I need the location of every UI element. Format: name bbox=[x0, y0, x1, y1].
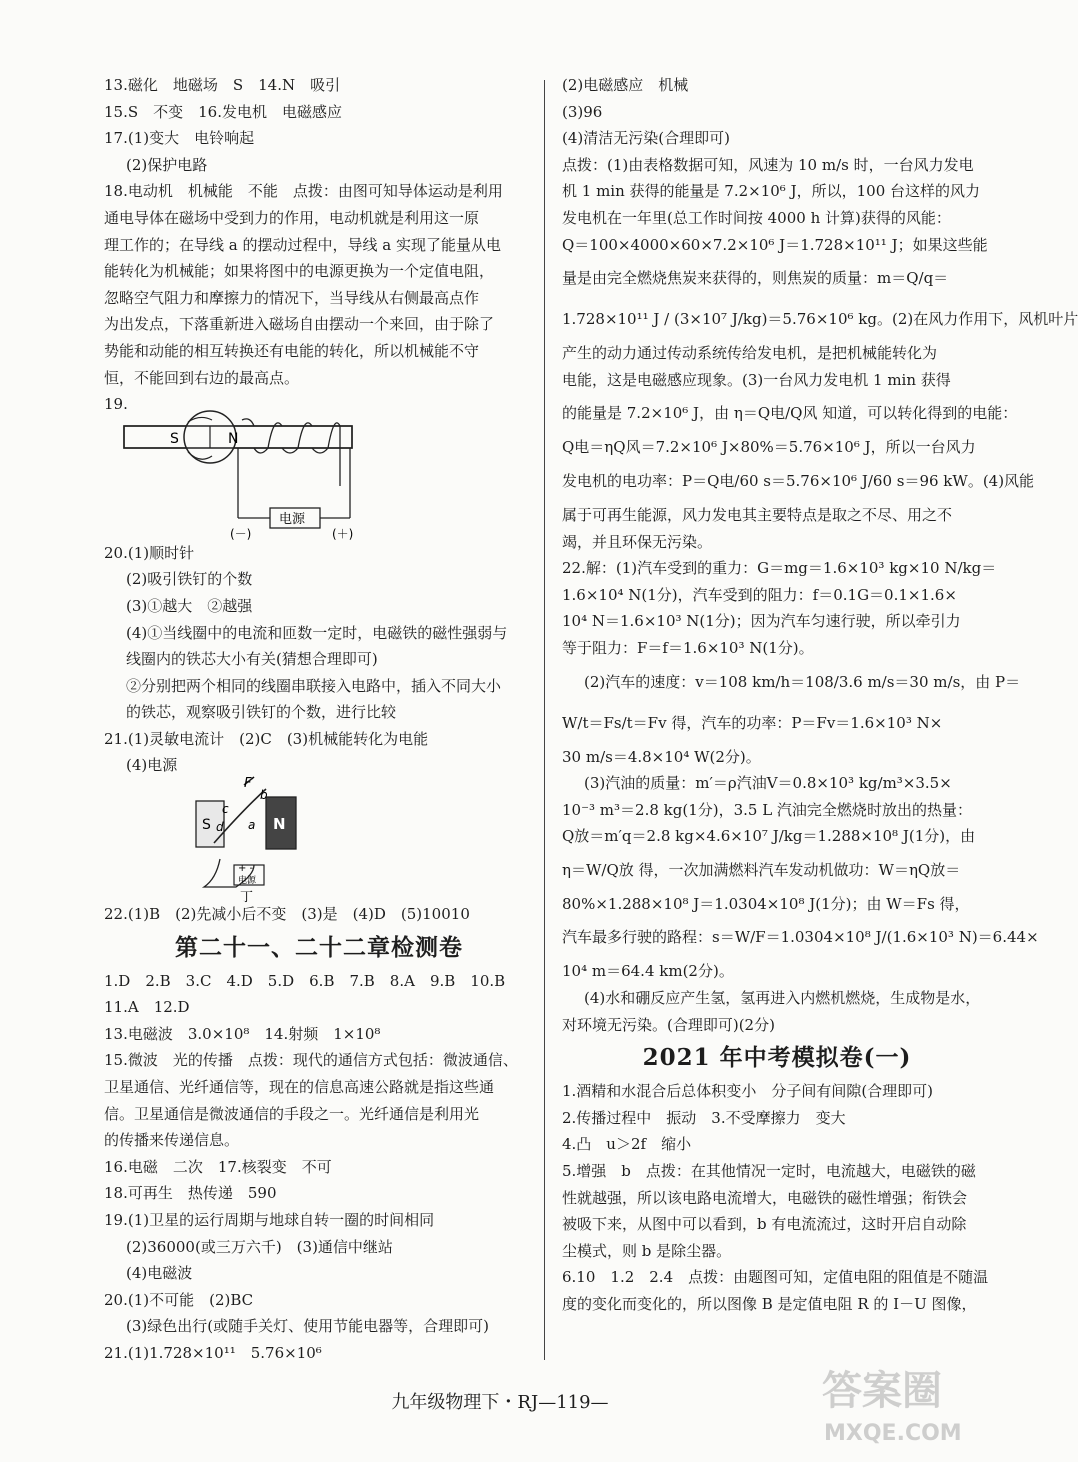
text-line: (4)水和硼反应产生氢，氢再进入内燃机燃烧，生成物是水， bbox=[584, 989, 981, 1008]
text-line: (4)电源 bbox=[126, 756, 178, 775]
text-line: 80%×1.288×10⁸ J＝1.0304×10⁸ J(1分)；由 W＝Fs 得， bbox=[562, 894, 970, 913]
text-line: 恒，不能回到右边的最高点。 bbox=[104, 368, 300, 387]
text-line: 1.728×10¹¹ J / (3×10⁷ J/kg)＝5.76×10⁶ kg。(2)在风力作用下，风机叶片 bbox=[562, 310, 1078, 329]
text-line: 30 m/s＝4.8×10⁴ W(2分)。 bbox=[562, 747, 761, 766]
text-line: 点拨：(1)由表格数据可知，风速为 10 m/s 时，一台风力发电 bbox=[562, 155, 974, 174]
text-line: 竭，并且环保无污染。 bbox=[562, 532, 713, 551]
text-line: Q＝100×4000×60×7.2×10⁶ J＝1.728×10¹¹ J；如果这些能 bbox=[562, 235, 988, 254]
text-line: (4)①当线圈中的电流和匝数一定时，电磁铁的磁性强弱与 bbox=[126, 623, 508, 642]
electromagnet-circuit-diagram bbox=[104, 418, 534, 540]
text-line: 卫星通信、光纤通信等，现在的信息高速公路就是指这些通 bbox=[104, 1078, 495, 1097]
fig21-s-label: S bbox=[202, 817, 211, 834]
fig21-b-label: b bbox=[260, 788, 268, 803]
text-line: 机 1 min 获得的能量是 7.2×10⁶ J，所以，100 台这样的风力 bbox=[562, 182, 981, 201]
text-line: 10⁴ N＝1.6×10³ N(1分)；因为汽车匀速行驶，所以牵引力 bbox=[562, 612, 961, 631]
text-line: 对环境无污染。(合理即可)(2分) bbox=[562, 1015, 775, 1034]
text-line: 1.6×10⁴ N(1分)，汽车受到的阻力：f＝0.1G＝0.1×1.6× bbox=[562, 585, 957, 604]
text-line: 为出发点，下落重新进入磁场自由摆动一个来回，由于除了 bbox=[104, 315, 495, 334]
column-divider bbox=[544, 80, 545, 1360]
text-line: 18.可再生 热传递 590 bbox=[104, 1184, 277, 1203]
watermark-url: MXQE.COM bbox=[824, 1421, 962, 1446]
fig19-n-label: N bbox=[228, 430, 239, 447]
generator-apparatus-diagram bbox=[104, 776, 534, 906]
fig21-polarity-label: + - bbox=[238, 863, 254, 875]
text-line: 的传播来传递信息。 bbox=[104, 1131, 240, 1150]
text-line: 1.D 2.B 3.C 4.D 5.D 6.B 7.B 8.A 9.B 10.B bbox=[104, 971, 506, 990]
fig21-force-label: F′ bbox=[244, 776, 255, 792]
text-line: 1.酒精和水混合后总体积变小 分子间有间隙(合理即可) bbox=[562, 1082, 934, 1101]
page-footer: 九年级物理下・RJ—119— bbox=[391, 1392, 609, 1413]
text-line: 22.(1)B (2)先减小后不变 (3)是 (4)D (5)10010 bbox=[104, 905, 470, 924]
text-line: 16.电磁 二次 17.核裂变 不可 bbox=[104, 1157, 332, 1176]
text-line: W/t＝Fs/t＝Fv 得，汽车的功率：P＝Fv＝1.6×10³ N× bbox=[562, 713, 943, 732]
text-line: Q电＝ηQ风＝7.2×10⁶ J×80%＝5.76×10⁶ J，所以一台风力 bbox=[562, 438, 976, 457]
text-line: (3)汽油的质量：m′＝ρ汽油V＝0.8×10³ kg/m³×3.5× bbox=[584, 774, 952, 793]
text-line: 2.传播过程中 振动 3.不受摩擦力 变大 bbox=[562, 1108, 846, 1127]
section-title-chapter-test: 第二十一、二十二章检测卷 bbox=[175, 933, 463, 961]
text-line: (4)清洁无污染(合理即可) bbox=[562, 129, 730, 148]
fig19-source-label: 电源 bbox=[279, 511, 306, 527]
fig21-c-label: c bbox=[222, 802, 229, 817]
left-answers-part4 bbox=[104, 968, 534, 1367]
text-line: (2)36000(或三万六千) (3)通信中继站 bbox=[126, 1237, 393, 1256]
text-line: 能转化为机械能；如果将图中的电源更换为一个定值电阻， bbox=[104, 262, 495, 281]
text-line: 产生的动力通过传动系统传给发电机，是把机械能转化为 bbox=[562, 344, 938, 363]
text-line: (2)电磁感应 机械 bbox=[562, 76, 689, 94]
text-line: 度的变化而变化的，所以图像 B 是定值电阻 R 的 I－U 图像， bbox=[562, 1295, 977, 1313]
text-line: 量是由完全燃烧焦炭来获得的，则焦炭的质量：m＝Q/q＝ bbox=[562, 269, 949, 288]
text-line: 发电机的电功率：P＝Q电/60 s＝5.76×10⁶ J/60 s＝96 kW。(4)风能 bbox=[562, 471, 1035, 490]
text-line: (3)96 bbox=[562, 102, 603, 121]
fig19-plus-label: (＋) bbox=[332, 526, 354, 541]
text-line: (3)绿色出行(或随手关灯、使用节能电器等，合理即可) bbox=[126, 1317, 489, 1336]
watermark-text: 答案圈 bbox=[822, 1368, 942, 1414]
text-line: 4.凸 u＞2f 缩小 bbox=[562, 1135, 692, 1154]
text-line: 13.电磁波 3.0×10⁸ 14.射频 1×10⁸ bbox=[104, 1024, 381, 1043]
text-line: 10⁻³ m³＝2.8 kg(1分)，3.5 L 汽油完全燃烧时放出的热量： bbox=[562, 800, 972, 819]
text-line: 尘模式，则 b 是除尘器。 bbox=[562, 1241, 732, 1260]
text-line: 信。卫星通信是微波通信的手段之一。光纤通信是利用光 bbox=[104, 1104, 480, 1123]
left-answers-part1 bbox=[104, 72, 534, 418]
text-line: 21.(1)1.728×10¹¹ 5.76×10⁶ bbox=[104, 1343, 322, 1362]
text-line: 17.(1)变大 电铃响起 bbox=[104, 129, 255, 148]
left-answers-part2 bbox=[104, 540, 534, 779]
fig21-a-label: a bbox=[248, 818, 256, 833]
text-line: 线圈内的铁芯大小有关(猜想合理即可) bbox=[126, 650, 378, 669]
text-line: (2)汽车的速度：v＝108 km/h＝108/3.6 m/s＝30 m/s，由 P＝ bbox=[584, 672, 1021, 691]
figure-21 bbox=[104, 776, 534, 906]
text-line: η＝W/Q放 得，一次加满燃料汽车发动机做功：W＝ηQ放＝ bbox=[562, 860, 961, 879]
text-line: 13.磁化 地磁场 S 14.N 吸引 bbox=[104, 76, 341, 94]
text-line: (3)①越大 ②越强 bbox=[126, 596, 253, 615]
text-line: 忽略空气阻力和摩擦力的情况下，当导线从右侧最高点作 bbox=[104, 288, 480, 307]
text-line: 20.(1)不可能 (2)BC bbox=[104, 1290, 254, 1309]
text-line: (4)电磁波 bbox=[126, 1264, 193, 1283]
text-line: 性就越强，所以该电路电流增大，电磁铁的磁性增强；衔铁会 bbox=[562, 1188, 968, 1207]
text-line: 通电导体在磁场中受到力的作用，电动机就是利用这一原 bbox=[104, 208, 480, 227]
text-line: 5.增强 b 点拨：在其他情况一定时，电流越大，电磁铁的磁 bbox=[562, 1162, 976, 1181]
text-line: 被吸下来，从图中可以看到，b 有电流流过，这时开启自动除 bbox=[562, 1215, 967, 1234]
text-line: (2)吸引铁钉的个数 bbox=[126, 570, 253, 589]
fig21-caption: 丁 bbox=[240, 890, 254, 906]
text-line: 6.10 1.2 2.4 点拨：由题图可知，定值电阻的阻值是不随温 bbox=[562, 1268, 989, 1287]
section-title-mock-exam: 2021 年中考模拟卷(一) bbox=[642, 1044, 912, 1072]
text-line: 21.(1)灵敏电流计 (2)C (3)机械能转化为电能 bbox=[104, 729, 429, 748]
fig19-minus-label: (－) bbox=[230, 526, 252, 541]
right-answers-part1 bbox=[562, 72, 1078, 1038]
text-line: Q放＝m′q＝2.8 kg×4.6×10⁷ J/kg＝1.288×10⁸ J(1分)，由 bbox=[562, 827, 976, 846]
fig21-source-label: 电源 bbox=[238, 876, 257, 887]
text-line: 15.S 不变 16.发电机 电磁感应 bbox=[104, 102, 342, 121]
text-line: 22.解：(1)汽车受到的重力：G＝mg＝1.6×10³ kg×10 N/kg＝ bbox=[562, 559, 997, 578]
text-line: 理工作的；在导线 a 的摆动过程中，导线 a 实现了能量从电 bbox=[104, 235, 501, 254]
text-line: 属于可再生能源，风力发电其主要特点是取之不尽、用之不 bbox=[562, 505, 953, 524]
text-line: ②分别把两个相同的线圈串联接入电路中，插入不同大小 bbox=[126, 676, 502, 695]
watermark-logo bbox=[812, 1352, 992, 1452]
text-line: 11.A 12.D bbox=[104, 998, 190, 1017]
text-line: 电能，这是电磁感应现象。(3)一台风力发电机 1 min 获得 bbox=[562, 370, 951, 389]
text-line: 18.电动机 机械能 不能 点拨：由图可知导体运动是利用 bbox=[104, 182, 503, 201]
text-line: 10⁴ m＝64.4 km(2分)。 bbox=[562, 962, 734, 981]
text-line: 汽车最多行驶的路程：s＝W/F＝1.0304×10⁸ J/(1.6×10³ N)＝6.44× bbox=[562, 928, 1039, 947]
text-line: 19. bbox=[104, 395, 128, 414]
fig19-s-label: S bbox=[170, 430, 179, 447]
fig21-n-label: N bbox=[273, 815, 286, 834]
text-line: 20.(1)顺时针 bbox=[104, 543, 195, 562]
right-column bbox=[562, 72, 1078, 1318]
text-line: (2)保护电路 bbox=[126, 155, 208, 174]
left-column bbox=[104, 72, 534, 1367]
left-answers-part3 bbox=[104, 901, 534, 928]
text-line: 的能量是 7.2×10⁶ J，由 η＝Q电/Q风 知道，可以转化得到的电能： bbox=[562, 404, 1018, 423]
fig21-d-label: d bbox=[216, 820, 224, 835]
text-line: 15.微波 光的传播 点拨：现代的通信方式包括：微波通信、 bbox=[104, 1051, 518, 1070]
text-line: 等于阻力：F＝f＝1.6×10³ N(1分)。 bbox=[562, 638, 814, 657]
text-line: 发电机在一年里(总工作时间按 4000 h 计算)获得的风能： bbox=[562, 208, 951, 227]
figure-19 bbox=[104, 418, 534, 540]
text-line: 势能和动能的相互转换还有电能的转化，所以机械能不守 bbox=[104, 341, 480, 360]
text-line: 的铁芯，观察吸引铁钉的个数，进行比较 bbox=[126, 703, 397, 722]
text-line: 19.(1)卫星的运行周期与地球自转一圈的时间相同 bbox=[104, 1211, 435, 1229]
right-answers-part2 bbox=[562, 1078, 992, 1317]
